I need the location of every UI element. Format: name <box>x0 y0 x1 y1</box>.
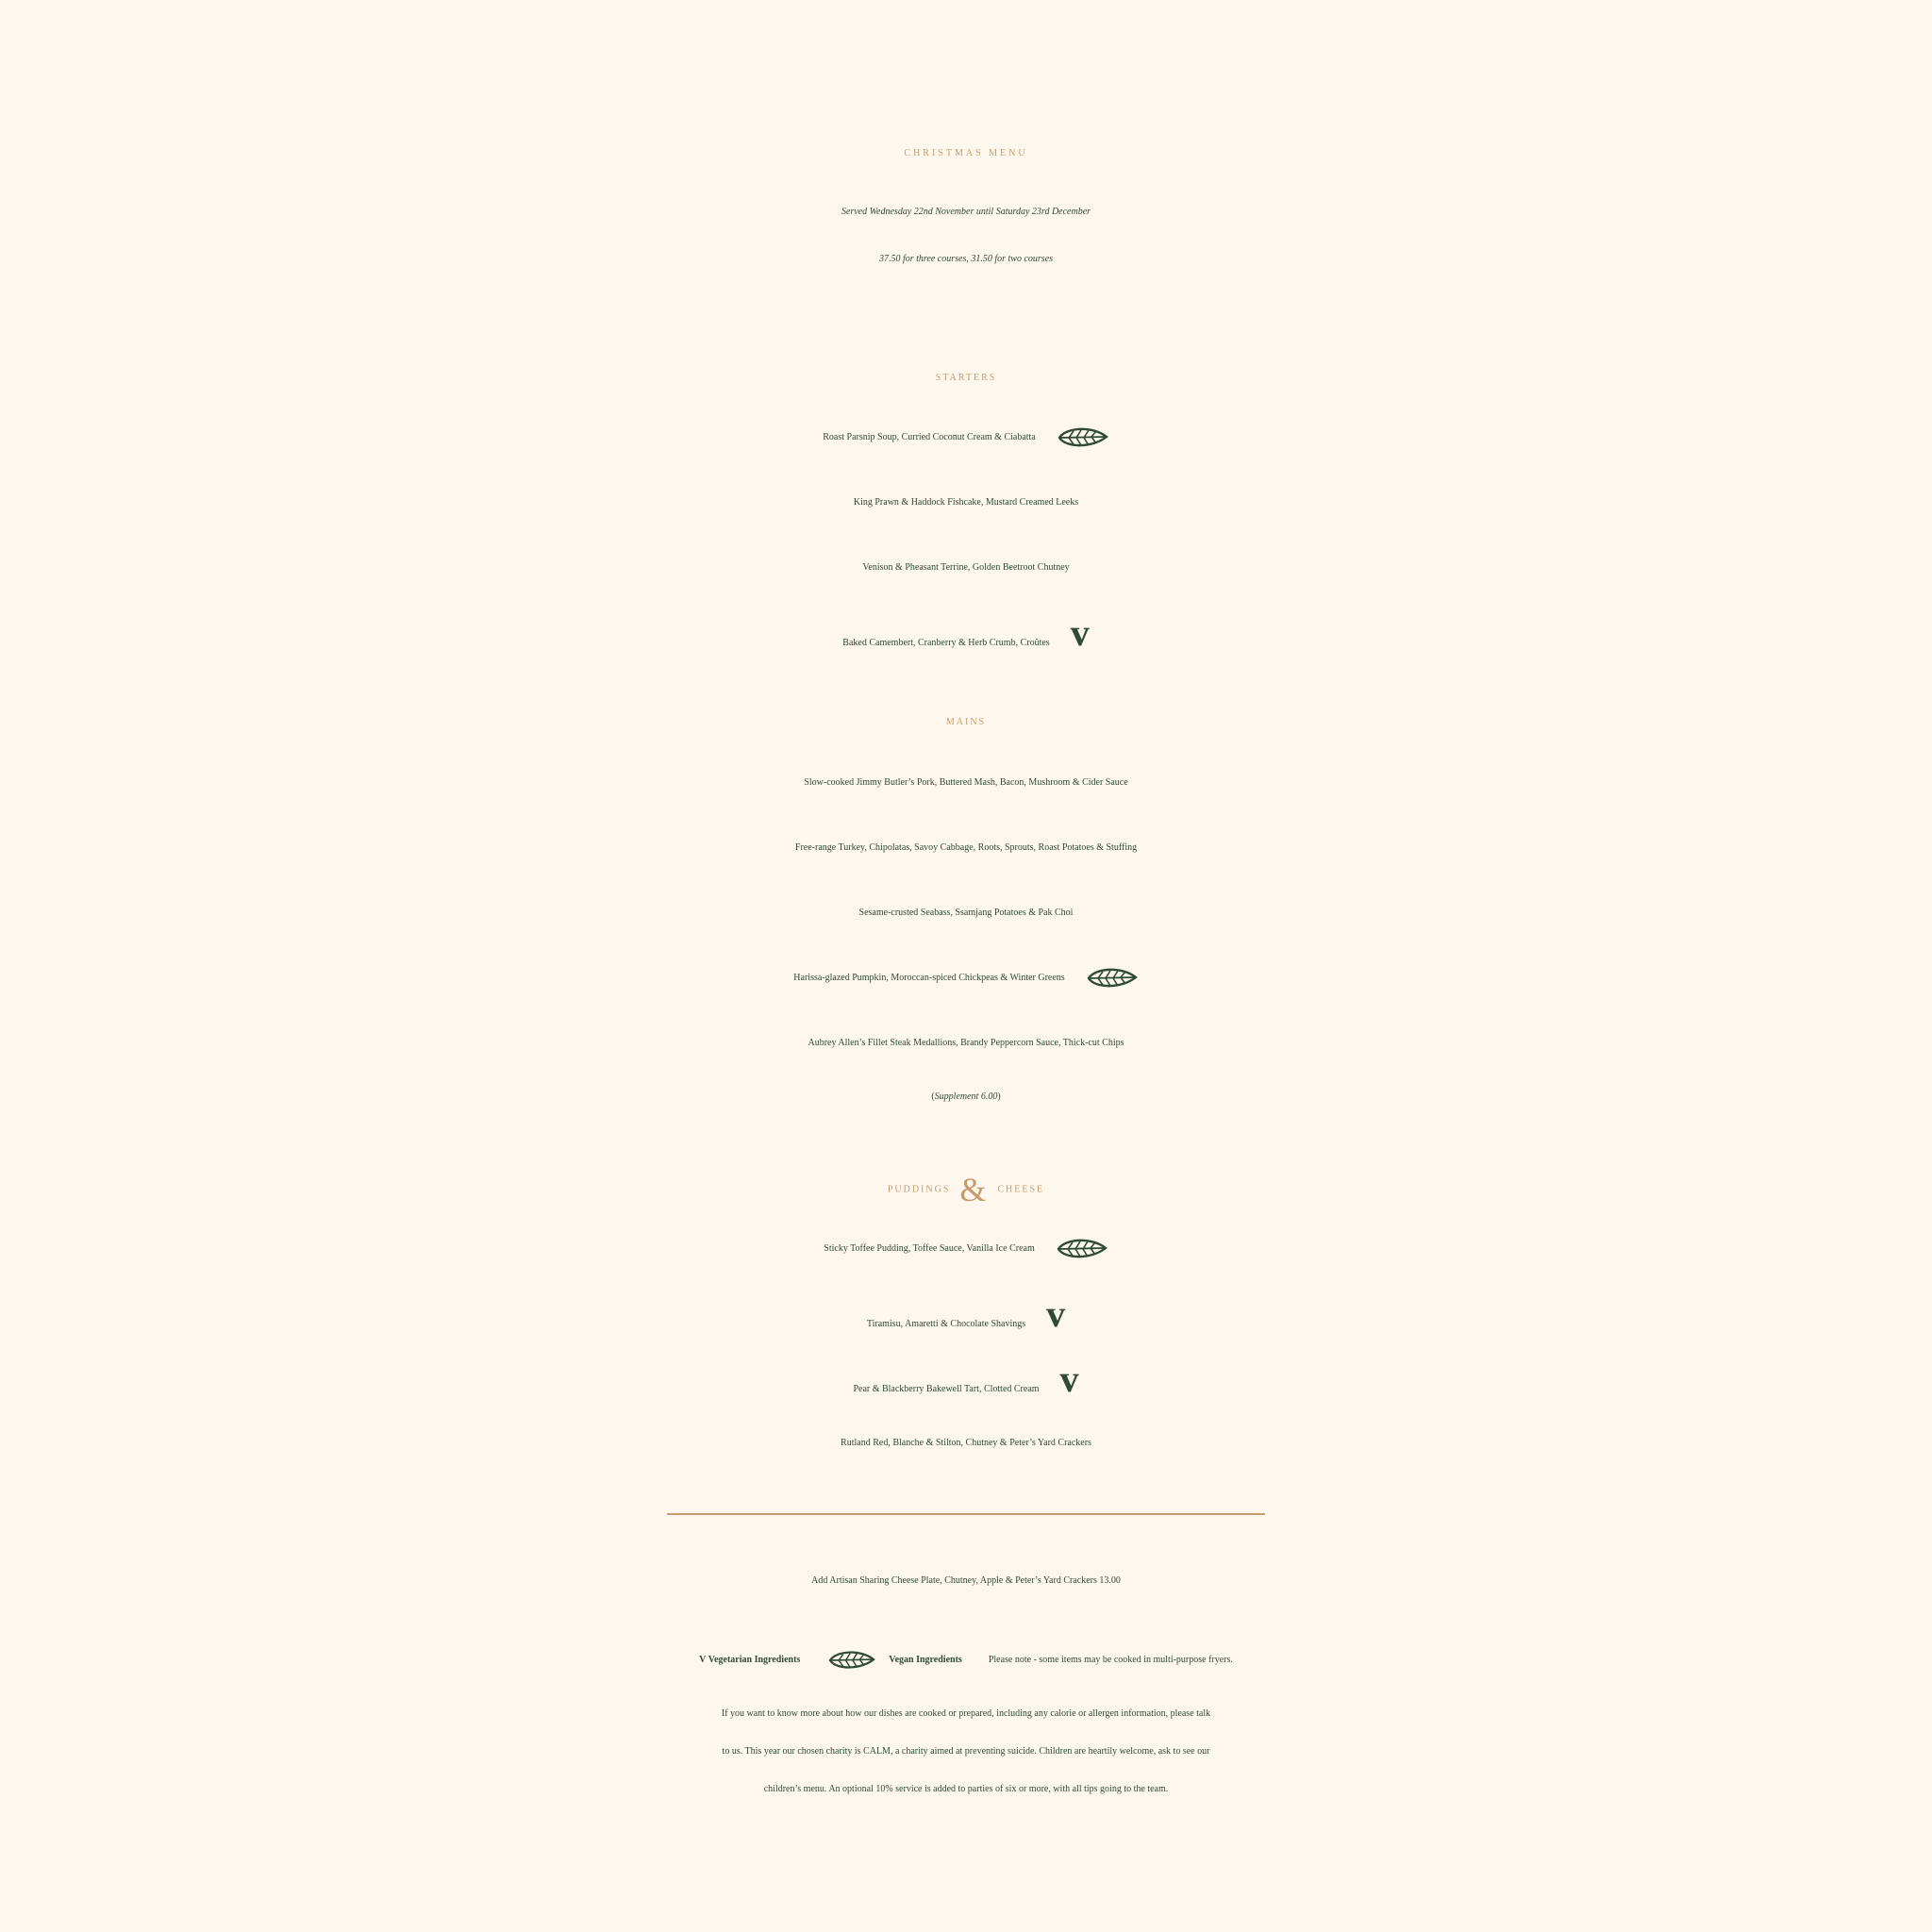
menu-item <box>0 950 1932 1007</box>
addon-offer: Add Artisan Sharing Cheese Plate, Chutney, Apple & Peter’s Yard Crackers 13.00 <box>811 1575 1121 1586</box>
menu-item <box>0 1351 1932 1418</box>
menu-item-text: Sticky Toffee Pudding, Toffee Sauce, Vanilla Ice Cream <box>824 1243 1035 1254</box>
menu-item <box>0 475 1932 531</box>
menu-item-text: Venison & Pheasant Terrine, Golden Beetroot Chutney <box>862 562 1070 573</box>
section-title-ampersand: & <box>959 1171 989 1208</box>
menu-item <box>0 820 1932 876</box>
menu-item-text: Baked Camembert, Cranberry & Herb Crumb, Croûtes <box>842 638 1050 648</box>
menu-item-text: Rutland Red, Blanche & Stilton, Chutney & Peter’s Yard Crackers <box>841 1438 1091 1448</box>
supplement-note: (Supplement 6.00) <box>931 1091 1001 1102</box>
footnote-line: children’s menu. An optional 10% service is added to parties of six or more, with all tips going to the team. <box>763 1784 1169 1794</box>
section-title-starters: STARTERS <box>935 373 997 383</box>
vegan-leaf-icon <box>1086 966 1139 991</box>
fryer-note: Please note - some items may be cooked in multi-purpose fryers. <box>988 1655 1233 1665</box>
menu-item-text: Harissa-glazed Pumpkin, Moroccan-spiced Chickpeas & Winter Greens <box>793 973 1065 983</box>
menu-item-text: Slow-cooked Jimmy Butler’s Pork, Buttered Mash, Bacon, Mushroom & Cider Sauce <box>804 777 1128 788</box>
menu-item-text: Aubrey Allen’s Fillet Steak Medallions, Brandy Peppercorn Sauce, Thick-cut Chips <box>808 1038 1124 1048</box>
pricing: 37.50 for three courses, 31.50 for two courses <box>878 254 1054 264</box>
section-title-puddings-part1: PUDDINGS <box>887 1184 951 1195</box>
supplement-label: Supplement 6.00 <box>934 1091 998 1102</box>
vegan-legend-label: Vegan Ingredients <box>889 1655 962 1665</box>
vegan-leaf-icon <box>826 1649 877 1672</box>
menu-item <box>0 1221 1932 1277</box>
menu-item <box>0 540 1932 596</box>
vegetarian-mark: v <box>1070 611 1090 654</box>
menu-item-text: Pear & Blackberry Bakewell Tart, Clotted Cream <box>853 1384 1040 1394</box>
section-title-mains: MAINS <box>945 717 987 727</box>
menu-item <box>0 605 1932 672</box>
vegan-leaf-icon <box>1056 1237 1108 1261</box>
served-dates: Served Wednesday 22nd November until Saturday 23rd December <box>841 207 1091 217</box>
menu-item <box>0 1415 1932 1472</box>
menu-item-text: Tiramisu, Amaretti & Chocolate Shavings <box>866 1319 1026 1329</box>
menu-item-text: Roast Parsnip Soup, Curried Coconut Cream & Ciabatta <box>823 432 1036 442</box>
footnote-line: If you want to know more about how our dishes are cooked or prepared, including any calorie or allergen information, please talk <box>721 1708 1211 1719</box>
section-title-puddings-part2: CHEESE <box>997 1184 1045 1195</box>
vegetarian-legend-label: Vegetarian Ingredients <box>708 1655 801 1665</box>
menu-item-text: King Prawn & Haddock Fishcake, Mustard Creamed Leeks <box>853 497 1079 508</box>
vegetarian-mark: v <box>1059 1357 1079 1400</box>
divider <box>667 1513 1265 1515</box>
dietary-legend <box>0 1640 1932 1681</box>
vegan-leaf-icon <box>1057 425 1109 450</box>
vegetarian-mark: v <box>1046 1292 1066 1335</box>
menu-item <box>0 1015 1932 1072</box>
menu-item-text: Sesame-crusted Seabass, Ssamjang Potatoes & Pak Choi <box>858 908 1074 918</box>
menu-item-text: Free-range Turkey, Chipolatas, Savoy Cabbage, Roots, Sprouts, Roast Potatoes & Stuffing <box>794 842 1138 853</box>
page-title: CHRISTMAS MENU <box>904 148 1028 158</box>
section-title-puddings <box>0 1157 1932 1223</box>
menu-item <box>0 409 1932 466</box>
footnote-line: to us. This year our chosen charity is CALM, a charity aimed at preventing suicide. Children are heartily welcome, ask to see our <box>722 1746 1210 1757</box>
vegetarian-symbol: V <box>699 1655 707 1665</box>
menu-item <box>0 755 1932 811</box>
menu-item <box>0 1286 1932 1353</box>
menu-item <box>0 885 1932 941</box>
